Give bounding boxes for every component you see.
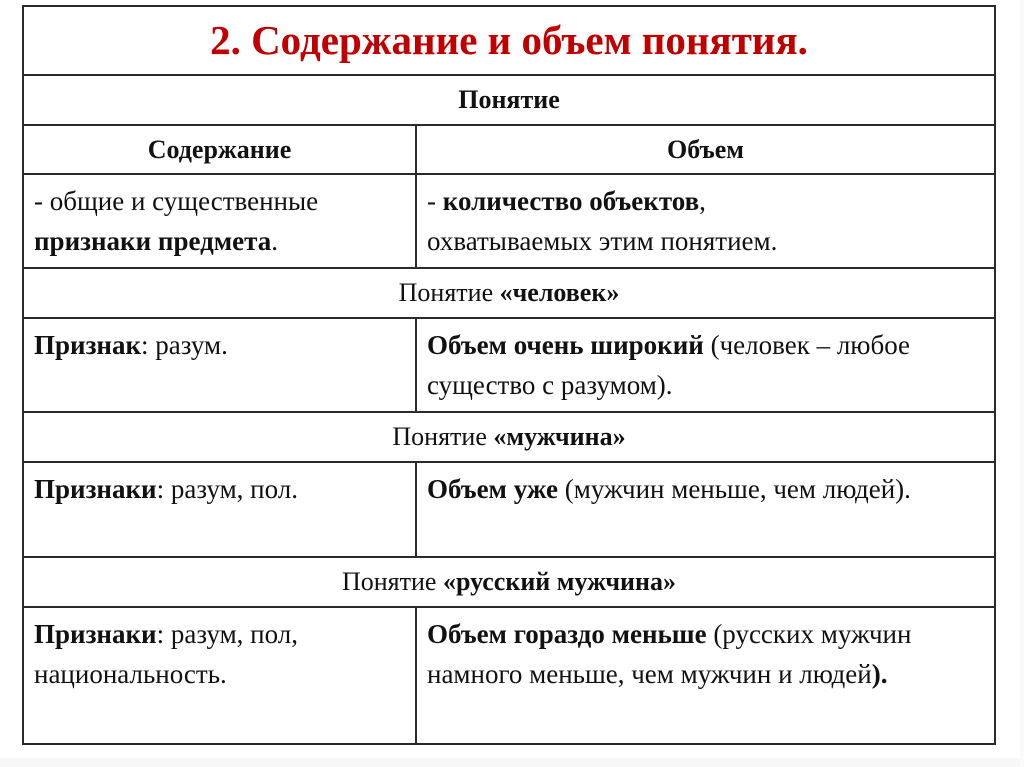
- definition-content-cell: [23, 174, 416, 268]
- human-content-label: Признак: [34, 330, 142, 360]
- definition-content-bold: признаки предмета: [34, 226, 272, 256]
- slide-title: 2. Содержание и объем понятия.: [210, 17, 808, 63]
- human-content-value: : разум.: [141, 330, 228, 360]
- concept-table: [22, 5, 996, 745]
- title-cell: [23, 6, 995, 75]
- man-scope-value: (мужчин меньше, чем людей).: [558, 474, 911, 504]
- definition-content-prefix: - общие и существенные: [34, 186, 319, 216]
- russian-man-scope-cell: [416, 607, 995, 744]
- russian-man-content-value: : разум, пол, национальность.: [34, 619, 298, 689]
- definition-scope-suffix: ,: [699, 186, 706, 216]
- section-row-human: [23, 318, 995, 412]
- slide-right-edge: [1020, 0, 1024, 767]
- man-scope-cell: [416, 462, 995, 557]
- definition-scope-line2: охватываемых этим понятием.: [427, 226, 778, 256]
- human-scope-label: Объем очень широкий: [427, 330, 704, 360]
- section-header-prefix: Понятие: [392, 422, 494, 451]
- title-row: [23, 6, 995, 75]
- section-header-human: [23, 268, 995, 318]
- section-header-row-human: [23, 268, 995, 318]
- column-header-scope: Объем: [416, 125, 995, 174]
- slide-bottom-edge: [0, 758, 1024, 767]
- column-header-content: Содержание: [23, 125, 416, 174]
- human-content-cell: [23, 318, 416, 412]
- section-header-prefix: Понятие: [398, 278, 500, 307]
- definition-scope-bold: количество объектов: [442, 186, 700, 216]
- definition-scope-cell: [416, 174, 995, 268]
- human-scope-value: (человек – любое существо с разумом).: [427, 330, 911, 400]
- russian-man-content-label: Признаки: [34, 619, 157, 649]
- section-header-russian-man: [23, 557, 995, 607]
- section-header-row-russian-man: [23, 557, 995, 607]
- definition-row: [23, 174, 995, 268]
- section-header-term: «мужчина»: [493, 422, 626, 451]
- column-header-row: [23, 125, 995, 174]
- man-scope-label: Объем уже: [427, 474, 559, 504]
- russian-man-content-cell: [23, 607, 416, 744]
- section-header-term: «русский мужчина»: [442, 567, 676, 596]
- man-content-label: Признаки: [34, 474, 157, 504]
- man-content-value: : разум, пол.: [156, 474, 298, 504]
- section-row-russian-man: [23, 607, 995, 744]
- man-content-cell: [23, 462, 416, 557]
- section-header-man: [23, 412, 995, 462]
- section-header-row-man: [23, 412, 995, 462]
- concept-header-row: [23, 75, 995, 125]
- section-header-term: «человек»: [499, 278, 620, 307]
- concept-header: Понятие: [23, 75, 995, 125]
- definition-content-suffix: .: [271, 226, 278, 256]
- russian-man-scope-value: (русских мужчин намного меньше, чем мужчин и людей: [427, 619, 912, 689]
- definition-scope-prefix: -: [427, 186, 443, 216]
- russian-man-scope-end: ).: [871, 659, 888, 689]
- russian-man-scope-label: Объем гораздо меньше: [427, 619, 707, 649]
- human-scope-cell: [416, 318, 995, 412]
- section-header-prefix: Понятие: [341, 567, 443, 596]
- section-row-man: [23, 462, 995, 557]
